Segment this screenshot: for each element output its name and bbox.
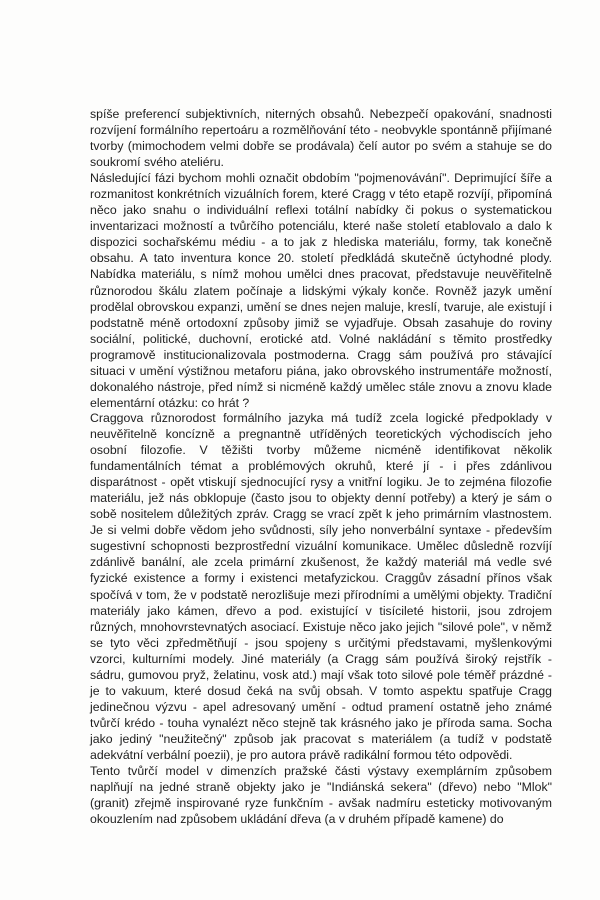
text-block-lower — [90, 410, 552, 827]
paragraph: Craggova různorodost formálního jazyka má tudíž zcela logické předpoklady v neuvěřitelně koncízně a pregnantně utříděných teoretických východiscích jeho osobní filozofie. V těžišti tvorby můžeme nicméně identifikovat několik fundamentálních témat a problémových okruhů, které jí - i přes zdánlivou disparátnost - opět vtiskují sjednocující rysy a vnitřní logiku. Je to zejména filozofie materiálu, jež nás obklopuje (často jsou to objekty denní potřeby) a který je sám o sobě nositelem důležitých zpráv. Cragg se vrací zpět k jeho primárním vlastnostem. Je si velmi dobře vědom jeho svůdnosti, síly jeho nonverbální syntaxe - především sugestivní schopnosti bezprostřední vizuální komunikace. Umělec důsledně rozvíjí zdánlivě banální, ale zcela primární zkušenost, že každý materiál má vedle své fyzické existence a formy i existenci metafyzickou. Craggův zásadní přínos však spočívá v tom, že v podstatě nerozlišuje mezi přírodními a umělými objekty. Tradiční materiály jako kámen, dřevo a pod. existující v tisícileté historii, jsou zdrojem různých, mnohovrstevnatých asociací. Existuje něco jako jejich "silové pole", v němž se tyto věci zpředmětňují - jsou spojeny s určitými představami, myšlenkovými vzorci, kulturními modely. Jiné materiály (a Cragg sám používá široký rejstřík - sádru, gumovou pryž, želatinu, vosk atd.) mají však toto silové pole téměř prázdné - je to vakuum, které dosud čeká na svůj obsah. V tomto aspektu spatřuje Cragg jedinečnou výzvu - apel adresovaný umění - odtud pramení ostatně jeho známé tvůrčí krédo - touha vynalézt něco stejně tak krásného jako je příroda sama. Socha jako jediný "neužitečný" způsob jak pracovat s materiálem (a tudíž v podstatě adekvátní verbální poezii), je pro autora právě radikální formou této odpovědi. — [90, 411, 552, 762]
paragraph: Následující fázi bychom mohli označit obdobím "pojmenovávání". Deprimující šíře a rozmanitost konkrétních vizuálních forem, které Cragg v této etapě rozvíjí, připomíná něco jako snahu o individuální reflexi totální nabídky či pokus o systematickou inventarizaci možností a tvůrčího potenciálu, které naše století etablovalo a dalo k dispozici sochařskému médiu - a to jak z hlediska materiálu, formy, tak konečně obsahu. A tato inventura konce 20. století předkládá skutečně úctyhodné plody. Nabídka materiálu, s nímž mohou umělci dnes pracovat, představuje neuvěřitelně různorodou škálu zlatem počínaje a lidskými výkaly konče. Rovněž jazyk umění prodělal obrovskou expanzi, umění se dnes nejen maluje, kreslí, tvaruje, ale existují i podstatně méně ortodoxní způsoby jimiž se vyjadřuje. Obsah zasahuje do roviny sociální, politické, duchovní, erotické atd. Volné nakládání s těmito prostředky programově institucionalizovala postmoderna. Cragg sám používá pro stávající situaci v umění výstižnou metaforu piána, jako obrovského instrumentáře možností, dokonalého nástroje, před nímž si nicméně každý umělec stále znovu a znovu klade elementární otázku: co hrát ? — [90, 171, 552, 410]
paragraph: Tento tvůrčí model v dimenzích pražské části výstavy exemplárním způsobem naplňují na jedné straně objekty jako je "Indiánská sekera" (dřevo) nebo "Mlok" (granit) zřejmě inspirované ryze funkčním - avšak nadmíru esteticky motivovaným okouzlením nad způsobem ukládání dřeva (a v druhém případě kamene) do — [90, 764, 552, 827]
text-block-upper — [90, 106, 552, 411]
paragraph: spíše preferencí subjektivních, niterných obsahů. Nebezpečí opakování, snadnosti rozvíjení formálního repertoáru a rozmělňování této - neobvykle spontánně přijímané tvorby (mimochodem velmi dobře se prodávala) čelí autor po svém a stahuje se do soukromí svého ateliéru. — [90, 107, 552, 170]
